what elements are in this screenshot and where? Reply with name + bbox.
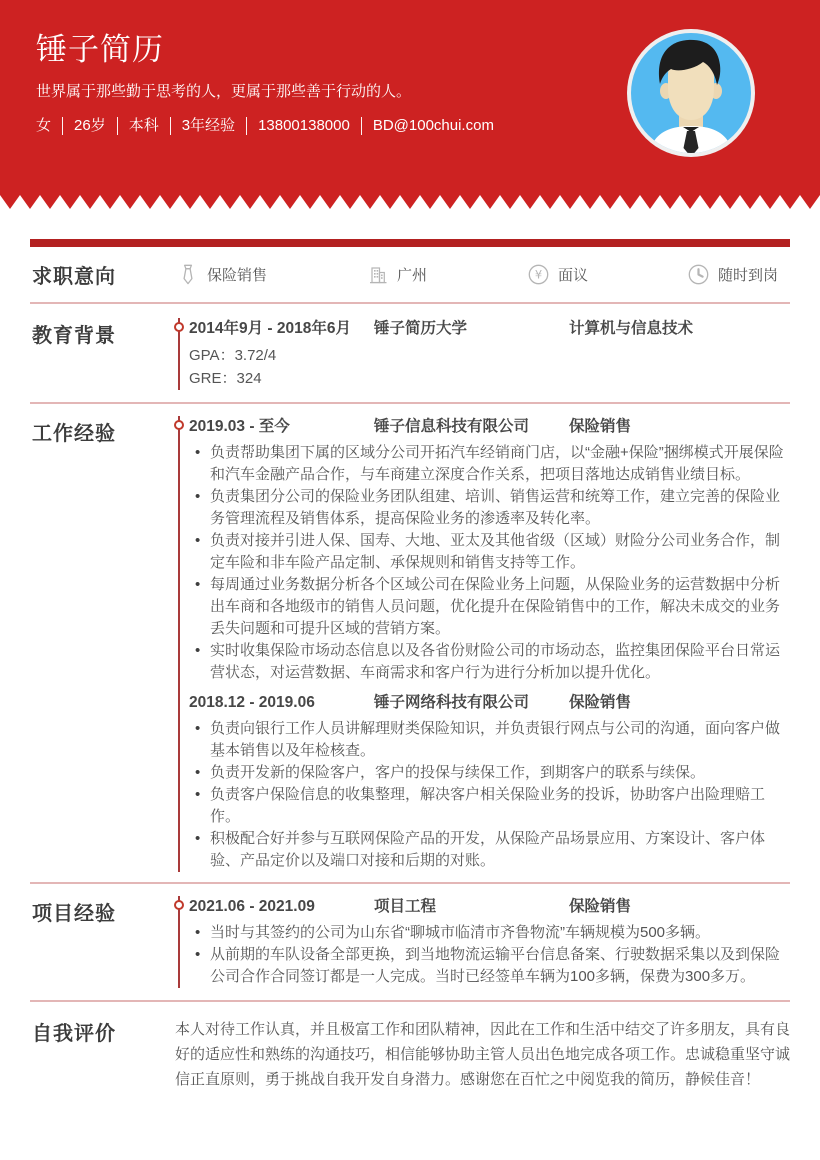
section-title-work: 工作经验 — [32, 423, 116, 445]
section-job-intent — [0, 247, 820, 302]
education-major: 计算机与信息技术 — [569, 320, 694, 337]
bullet-item: • 从前期的车队设备全部更换，到当地物流运输平台信息备案、行驶数据采集以及到保险公司合作合同签订都是一人完成。当时已经签单车辆为100多辆，保费为300多万。 — [210, 944, 790, 988]
bullet-item: • 负责向银行工作人员讲解理财类保险知识，并负责银行网点与公司的沟通，面向客户做基本销售以及年检核查。 — [210, 718, 790, 762]
clock-icon — [688, 264, 709, 285]
zigzag-edge — [0, 195, 820, 209]
work-entry — [189, 692, 790, 872]
section-title-education: 教育背景 — [32, 325, 116, 347]
section-self-evaluation — [0, 1002, 820, 1102]
intent-city-label: 广州 — [397, 267, 428, 284]
tie-icon — [178, 264, 198, 286]
intent-item-salary — [528, 264, 688, 285]
education-timeline — [178, 318, 790, 390]
work-role: 保险销售 — [569, 694, 632, 711]
project-entry — [189, 896, 790, 988]
info-experience: 3年经验 — [171, 117, 247, 135]
section-title-project: 项目经验 — [32, 903, 116, 925]
intent-position-label: 保险销售 — [207, 267, 268, 284]
section-title-job-intent: 求职意向 — [32, 266, 116, 288]
intent-item-availability — [688, 264, 778, 285]
building-icon — [368, 265, 388, 285]
intent-item-city — [368, 264, 528, 285]
work-entry-header — [189, 692, 790, 714]
evaluation-text: 本人对待工作认真，并且极富工作和团队精神，因此在工作和生活中结交了许多朋友，具有良好的适应性和熟练的沟通技巧，相信能够协助主管人员出色地完成各项工作。忠诚稳重坚守诚信正直原则，勇于挑战自我开发自身潜力。感谢您在百忙之中阅览我的简历，静候佳音！ — [175, 1021, 791, 1088]
education-entry-header — [189, 318, 790, 340]
education-gpa: GPA：3.72/4 — [189, 347, 277, 364]
intent-availability-label: 随时到岗 — [718, 267, 779, 284]
project-role: 保险销售 — [569, 898, 632, 915]
project-period: 2021.06 - 2021.09 — [189, 898, 315, 915]
section-title-evaluation: 自我评价 — [32, 1023, 116, 1045]
work-period: 2018.12 - 2019.06 — [189, 694, 315, 711]
project-name: 项目工程 — [374, 898, 437, 915]
bullet-item: • 实时收集保险市场动态信息以及各省份财险公司的市场动态，监控集团保险平台日常运营状态，对运营数据、车商需求和客户行为进行分析加以提升优化。 — [210, 640, 790, 684]
bullet-item: • 负责开发新的保险客户，客户的投保与续保工作，到期客户的联系与续保。 — [210, 762, 790, 784]
bullet-item: • 负责帮助集团下属的区域分公司开拓汽车经销商门店，以“金融+保险”捆绑模式开展保险和汽车金融产品合作，与车商建立深度合作关系，把项目落地达成销售业绩目标。 — [210, 442, 790, 486]
info-gender: 女 — [36, 117, 63, 135]
project-timeline — [178, 896, 790, 988]
education-school: 锤子简历大学 — [374, 320, 468, 337]
info-phone: 13800138000 — [247, 117, 362, 135]
section-work-experience — [0, 404, 820, 882]
bullet-item: • 每周通过业务数据分析各个区域公司在保险业务上问题，从保险业务的运营数据中分析出车商和各地级市的销售人员问题，优化提升在保险销售中的工作，解决未成交的业务丢失问题和可提升区域的营销方案。 — [210, 574, 790, 640]
work-period: 2019.03 - 至今 — [189, 418, 290, 435]
work-timeline — [178, 416, 790, 872]
bullet-item: • 负责集团分公司的保险业务团队组建、培训、销售运营和统筹工作，建立完善的保险业务管理流程及销售体系，提高保险业务的渗透率及转化率。 — [210, 486, 790, 530]
header-subtitle: 世界属于那些勤于思考的人，更属于那些善于行动的人。 — [36, 83, 412, 100]
yen-icon — [528, 264, 549, 285]
info-age: 26岁 — [63, 117, 118, 135]
personal-info — [36, 117, 505, 135]
work-company: 锤子信息科技有限公司 — [374, 418, 530, 435]
bullet-item: • 积极配合好并参与互联网保险产品的开发，从保险产品场景应用、方案设计、客户体验、产品定价以及端口对接和后期的对账。 — [210, 828, 790, 872]
info-email: BD@100chui.com — [372, 117, 494, 134]
intent-salary-label: 面议 — [558, 267, 589, 284]
page-title: 锤子简历 — [36, 32, 164, 67]
header — [0, 0, 820, 195]
project-bullet-list — [189, 922, 790, 988]
work-entry-header — [189, 416, 790, 438]
education-entry — [189, 318, 790, 390]
work-bullet-list — [189, 442, 790, 684]
bullet-item: • 当时与其签约的公司为山东省“聊城市临清市齐鲁物流”车辆规模为500多辆。 — [210, 922, 790, 944]
bullet-item: • 负责对接并引进人保、国寿、大地、亚太及其他省级（区域）财险分公司业务合作，制定车险和非车险产品定制、承保规则和销售支持等工作。 — [210, 530, 790, 574]
bullet-item: • 负责客户保险信息的收集整理，解决客户相关保险业务的投诉，协助客户出险理赔工作。 — [210, 784, 790, 828]
svg-text:¥: ¥ — [534, 267, 543, 282]
avatar-illustration — [626, 28, 756, 158]
project-entry-header — [189, 896, 790, 918]
intent-item-position — [178, 264, 368, 286]
education-period: 2014年9月 - 2018年6月 — [189, 320, 351, 337]
work-bullet-list — [189, 718, 790, 872]
education-gre: GRE：324 — [189, 370, 262, 387]
red-divider-bar — [30, 239, 790, 247]
section-project-experience — [0, 884, 820, 1000]
work-role: 保险销售 — [569, 418, 632, 435]
work-company: 锤子网络科技有限公司 — [374, 694, 530, 711]
info-degree: 本科 — [118, 117, 171, 135]
section-education — [0, 304, 820, 402]
work-entry — [189, 416, 790, 684]
avatar — [626, 28, 756, 158]
